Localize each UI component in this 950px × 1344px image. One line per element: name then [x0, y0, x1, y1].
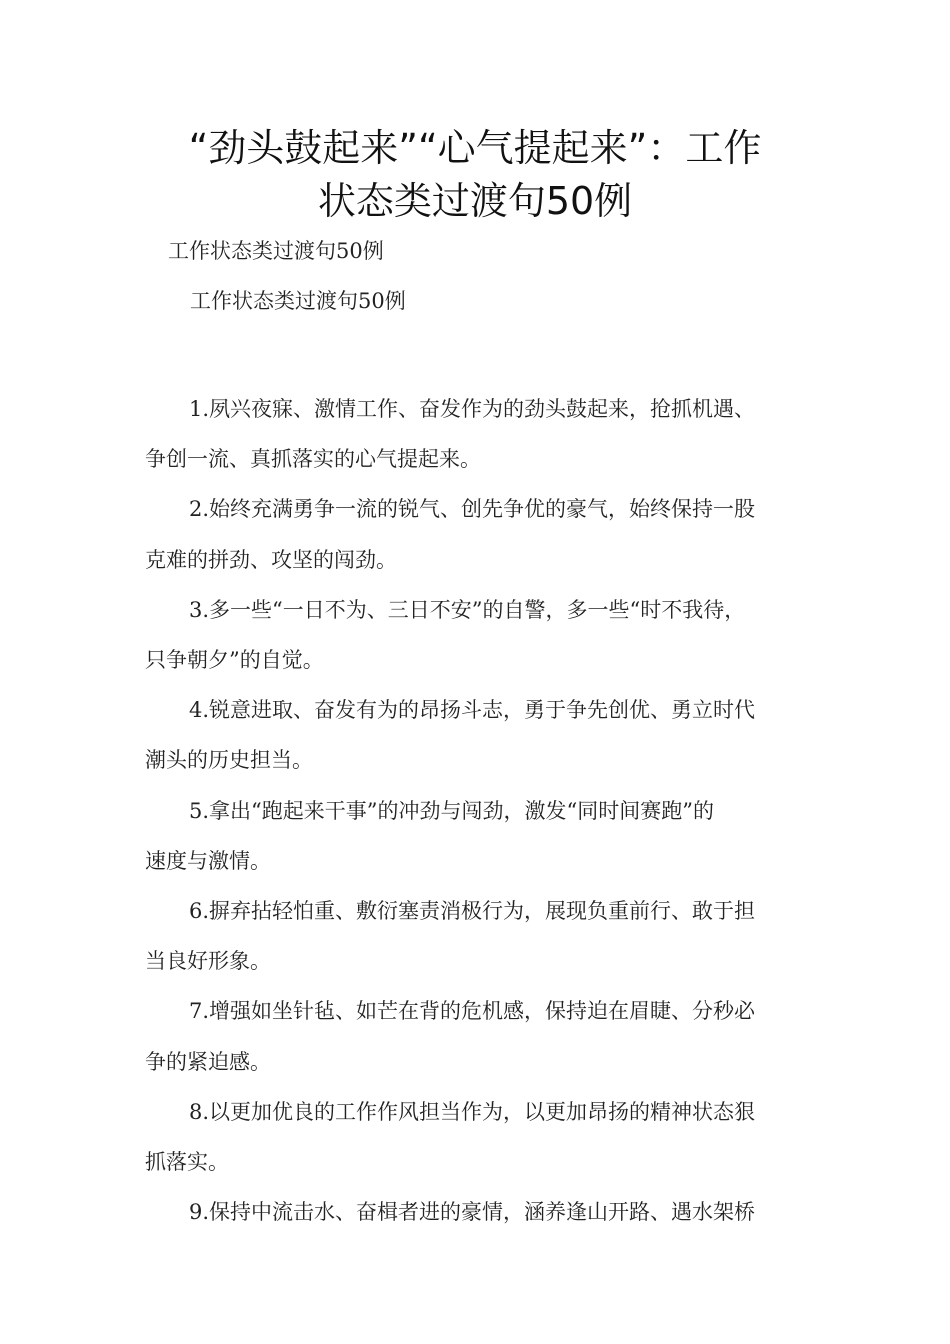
list-item — [145, 786, 807, 886]
list-item — [145, 1087, 807, 1187]
list-item-line-2: 争创一流、真抓落实的心气提起来。 — [145, 447, 481, 472]
list-item — [145, 886, 807, 986]
list-item-line-1: 5.拿出“跑起来干事”的冲劲与闯劲，激发“同时间赛跑”的 — [189, 798, 714, 823]
list-item-line-2: 争的紧迫感。 — [145, 1049, 271, 1074]
document-title-line-2: 状态类过渡句50例 — [317, 179, 633, 223]
list-item — [145, 986, 807, 1086]
document-title-line-1: “劲头鼓起来”“心气提起来”：工作 — [188, 126, 762, 170]
transition-sentence-list — [145, 384, 807, 1237]
list-item-line-2: 只争朝夕”的自觉。 — [145, 648, 324, 673]
list-item — [145, 484, 807, 584]
list-item — [145, 685, 807, 785]
list-item-line-1: 7.增强如坐针毡、如芒在背的危机感，保持迫在眉睫、分秒必 — [189, 999, 756, 1024]
list-item-line-1: 8.以更加优良的工作作风担当作为，以更加昂扬的精神状态狠 — [189, 1099, 756, 1124]
list-item-line-2: 当良好形象。 — [145, 949, 271, 974]
document-subtitle-2: 工作状态类过渡句50例 — [190, 289, 406, 313]
list-item-line-2: 速度与激情。 — [145, 848, 271, 873]
list-item-line-1: 3.多一些“一日不为、三日不安”的自警，多一些“时不我待， — [189, 597, 746, 622]
list-item-line-1: 4.锐意进取、奋发有为的昂扬斗志，勇于争先创优、勇立时代 — [189, 698, 756, 723]
list-item-line-1: 6.摒弃拈轻怕重、敷衍塞责消极行为，展现负重前行、敢于担 — [189, 899, 756, 924]
list-item-line-2: 抓落实。 — [145, 1150, 229, 1175]
list-item-line-2: 克难的拼劲、攻坚的闯劲。 — [145, 547, 397, 572]
list-item-line-1: 2.始终充满勇争一流的锐气、创先争优的豪气，始终保持一股 — [189, 497, 756, 522]
list-item — [145, 585, 807, 685]
list-item — [145, 384, 807, 484]
document-title — [120, 122, 830, 228]
list-item-line-2: 潮头的历史担当。 — [145, 748, 313, 773]
list-item-line-1: 1.夙兴夜寐、激情工作、奋发作为的劲头鼓起来，抢抓机遇、 — [189, 397, 756, 421]
document-subtitle-1: 工作状态类过渡句50例 — [168, 239, 384, 263]
list-item — [145, 1187, 807, 1237]
list-item-line-1: 9.保持中流击水、奋楫者进的豪情，涵养逢山开路、遇水架桥 — [189, 1200, 756, 1225]
